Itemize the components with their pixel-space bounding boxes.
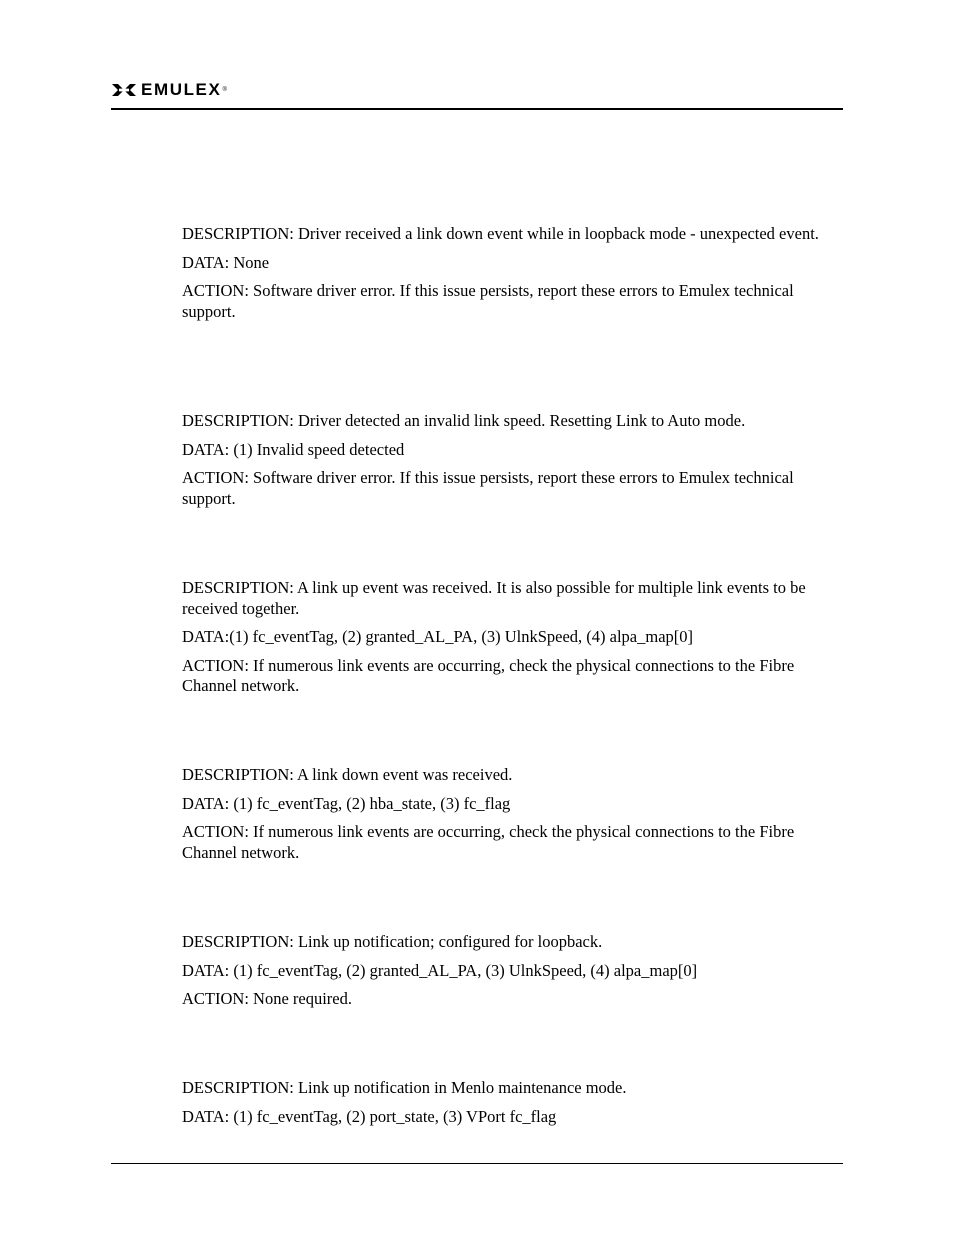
entry-action: ACTION: Software driver error. If this issue persists, report these errors to Emulex technical support.	[182, 468, 794, 508]
entry-description: DESCRIPTION: A link up event was received. It is also possible for multiple link events to be received together.	[182, 578, 806, 618]
log-entry	[182, 578, 842, 705]
log-entry	[182, 411, 842, 517]
entry-data: DATA: (1) fc_eventTag, (2) port_state, (3) VPort fc_flag	[182, 1106, 557, 1126]
entry-action: ACTION: None required.	[182, 989, 352, 1008]
entry-description: DESCRIPTION: Driver detected an invalid link speed. Resetting Link to Auto mode.	[182, 411, 746, 430]
header-rule	[111, 108, 843, 110]
entry-action: ACTION: If numerous link events are occurring, check the physical connections to the Fibre Channel network.	[182, 822, 795, 862]
log-entry	[182, 765, 842, 871]
logo-text: EMULEX	[141, 80, 222, 99]
footer-rule	[111, 1163, 843, 1164]
entry-data: DATA:(1) fc_eventTag, (2) granted_AL_PA, (3) UlnkSpeed, (4) alpa_map[0]	[182, 627, 694, 646]
log-entry	[182, 932, 842, 1018]
entry-data: DATA: (1) fc_eventTag, (2) granted_AL_PA, (3) UlnkSpeed, (4) alpa_map[0]	[182, 960, 698, 980]
entry-action: ACTION: If numerous link events are occurring, check the physical connections to the Fibre Channel network.	[182, 655, 795, 695]
trademark-symbol: ®	[222, 87, 227, 93]
entry-data: DATA: (1) fc_eventTag, (2) hba_state, (3) fc_flag	[182, 793, 511, 813]
log-entry	[182, 224, 842, 330]
emulex-mark-icon	[111, 82, 137, 98]
entry-description: DESCRIPTION: A link down event was received.	[182, 765, 513, 784]
entry-data: DATA: (1) Invalid speed detected	[182, 439, 405, 459]
entry-data: DATA: None	[182, 252, 270, 272]
entry-description: DESCRIPTION: Link up notification in Menlo maintenance mode.	[182, 1078, 627, 1097]
page-header	[111, 78, 843, 102]
emulex-logo	[111, 80, 227, 100]
entry-description: DESCRIPTION: Driver received a link down event while in loopback mode - unexpected event.	[182, 224, 819, 243]
log-entry	[182, 1078, 842, 1135]
entry-description: DESCRIPTION: Link up notification; configured for loopback.	[182, 932, 603, 951]
entry-action: ACTION: Software driver error. If this issue persists, report these errors to Emulex technical support.	[182, 281, 794, 321]
